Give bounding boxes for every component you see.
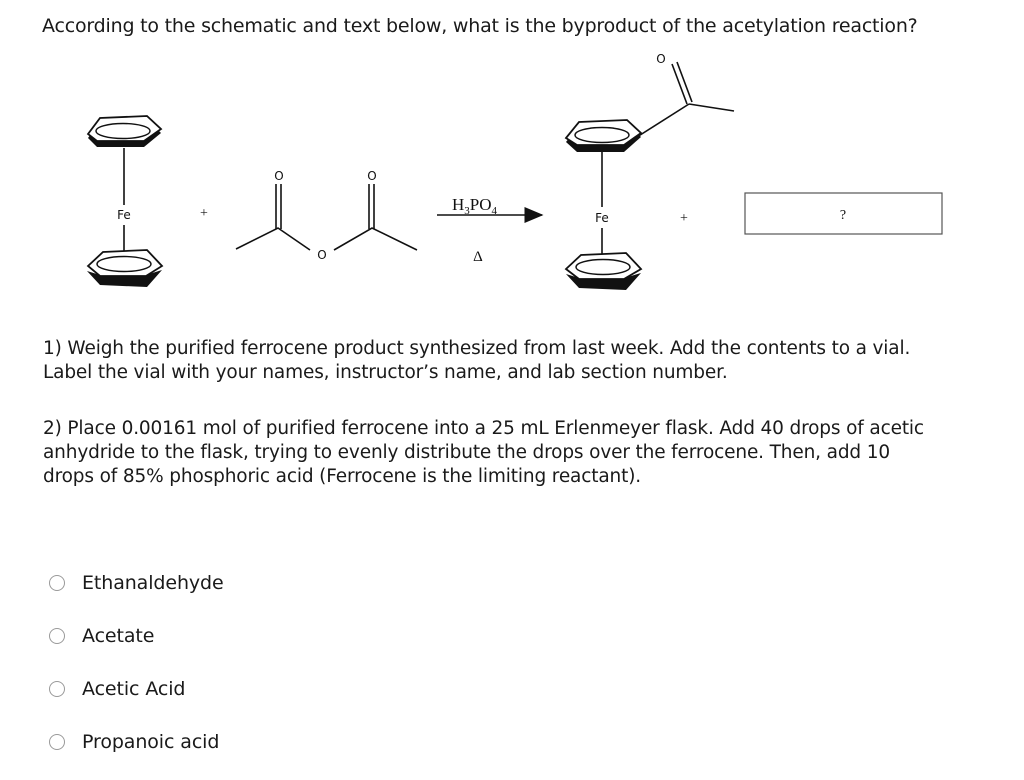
- plus-sign-1: +: [200, 206, 208, 221]
- plus-sign-2: +: [680, 211, 688, 226]
- answer-option[interactable]: [49, 662, 224, 715]
- procedure-step-2: 2) Place 0.00161 mol of purified ferrocene into a 25 mL Erlenmeyer flask. Add 40 drops of acetic anhydride to the flask, trying to evenly distribute the drops over the ferrocene. Then, add 10 drops of 85% phosphoric acid (Ferrocene is the limiting reactant).: [43, 418, 924, 487]
- radio-button[interactable]: [49, 575, 65, 591]
- radio-button[interactable]: [49, 628, 65, 644]
- acetic-anhydride: [236, 184, 417, 250]
- ketone-oxygen: O: [656, 52, 666, 66]
- unknown-product-mark: ?: [839, 208, 847, 223]
- radio-button[interactable]: [49, 681, 65, 697]
- answer-options: [49, 556, 224, 768]
- acetylferrocene-product: [566, 52, 734, 290]
- heat-symbol: Δ: [473, 249, 483, 265]
- cyclopentadienyl-ring-bottom: [566, 253, 641, 290]
- procedure-step-1: 1) Weigh the purified ferrocene product synthesized from last week. Add the contents to a vial. Label the vial with your names, instructor’s name, and lab section number.: [43, 338, 911, 383]
- cyclopentadienyl-ring-top: [88, 116, 161, 147]
- cyclopentadienyl-ring-top: [566, 120, 641, 152]
- iron-label-right: Fe: [595, 211, 609, 225]
- answer-option[interactable]: [49, 609, 224, 662]
- cyclopentadienyl-ring-bottom: [87, 250, 162, 287]
- carbonyl-oxygen-left: O: [274, 169, 284, 183]
- ferrocene-reactant: [87, 116, 162, 287]
- answer-option[interactable]: [49, 715, 224, 768]
- reaction-scheme: [0, 0, 1024, 300]
- radio-button[interactable]: [49, 734, 65, 750]
- answer-option-label: Ethanaldehyde: [82, 571, 224, 594]
- answer-option-label: Acetate: [82, 624, 155, 647]
- answer-option-label: Acetic Acid: [82, 677, 186, 700]
- bridging-oxygen: O: [317, 248, 327, 262]
- answer-option[interactable]: [49, 556, 224, 609]
- carbonyl-oxygen-right: O: [367, 169, 377, 183]
- catalyst-label: $H_3PO_4$: [452, 195, 498, 217]
- answer-option-label: Propanoic acid: [82, 730, 220, 753]
- iron-label-left: Fe: [117, 208, 131, 222]
- question-text: According to the schematic and text below, what is the byproduct of the acetylation reaction?: [42, 15, 918, 37]
